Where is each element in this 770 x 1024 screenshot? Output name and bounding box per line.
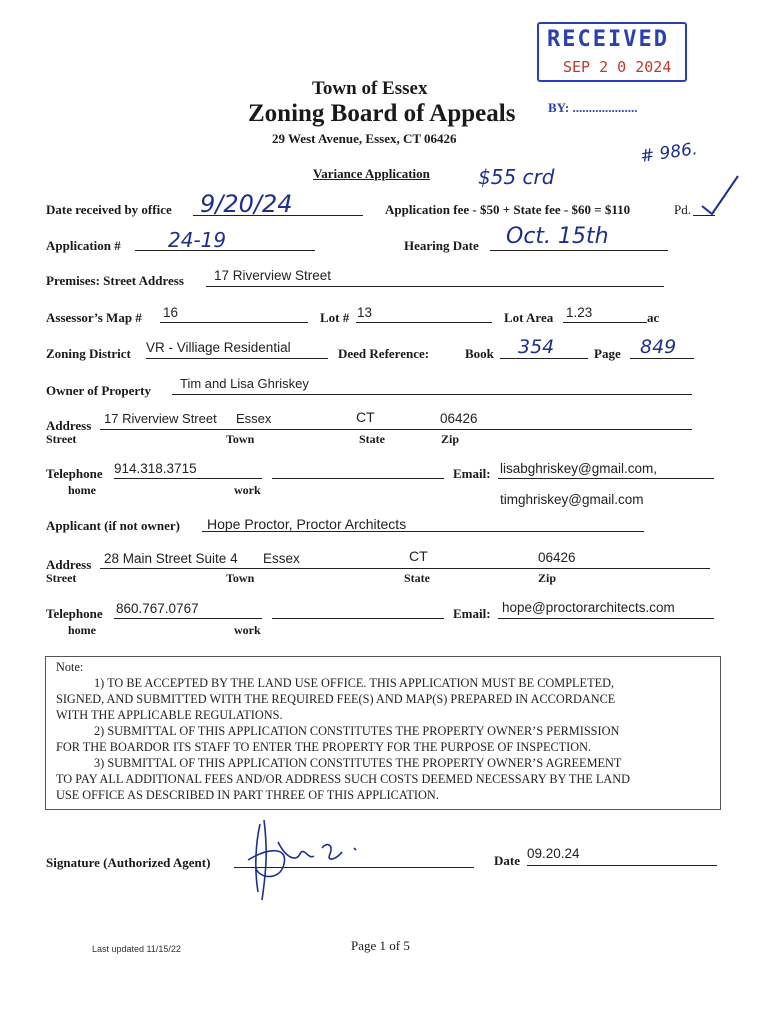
signature-date-label: Date: [494, 853, 520, 868]
page-label: Page: [594, 346, 621, 361]
owner-town-label: Town: [226, 432, 255, 446]
applicant-home-label: home: [68, 623, 96, 637]
owner-state-label: State: [359, 432, 385, 446]
board-address: 29 West Avenue, Essex, CT 06426: [272, 131, 457, 146]
town-title: Town of Essex: [312, 78, 428, 99]
zoning-district-value: VR - Villiage Residential: [146, 340, 291, 355]
owner-street: 17 Riverview Street: [104, 411, 217, 426]
signature-image: [238, 812, 378, 902]
note-line-5: FOR THE BOARDOR ITS STAFF TO ENTER THE PROPERTY FOR THE PURPOSE OF INSPECTION.: [56, 740, 592, 754]
assessor-map-value: 16: [163, 305, 179, 320]
lot-value: 13: [357, 305, 373, 320]
deed-reference-label: Deed Reference:: [338, 346, 430, 361]
owner-address-label: Address: [46, 418, 92, 433]
owner-zip-label: Zip: [441, 432, 460, 446]
note-line-2: SIGNED, AND SUBMITTED WITH THE REQUIRED FEE(S) AND MAP(S) PREPARED IN ACCORDANCE: [56, 692, 616, 706]
owner-zip: 06426: [440, 411, 478, 426]
owner-state: CT: [356, 409, 375, 425]
application-fee-label: Application fee - $50 + State fee - $60 = $110: [385, 202, 631, 217]
book-value: 354: [518, 336, 555, 358]
hearing-date-label: Hearing Date: [404, 238, 479, 253]
stamp-received-text: RECEIVED: [547, 27, 669, 52]
owner-telephone-label: Telephone: [46, 466, 103, 481]
premises-label: Premises: Street Address: [46, 273, 184, 288]
application-number-label: Application #: [46, 238, 121, 253]
zoning-district-label: Zoning District: [46, 346, 131, 361]
note-line-3: WITH THE APPLICABLE REGULATIONS.: [56, 708, 283, 722]
applicant-name: Hope Proctor, Proctor Architects: [207, 516, 407, 532]
page-number: Page 1 of 5: [351, 938, 410, 953]
lot-area-label: Lot Area: [504, 310, 554, 325]
applicant-label: Applicant (if not owner): [46, 518, 180, 533]
owner-work-label: work: [234, 483, 261, 497]
owner-home-label: home: [68, 483, 96, 497]
applicant-state: CT: [409, 548, 428, 564]
board-title: Zoning Board of Appeals: [248, 100, 516, 127]
owner-phone-home: 914.318.3715: [114, 461, 197, 476]
applicant-zip: 06426: [538, 550, 576, 565]
applicant-street: 28 Main Street Suite 4: [104, 551, 238, 566]
owner-name: Tim and Lisa Ghriskey: [180, 376, 309, 391]
book-label: Book: [465, 346, 494, 361]
stamp-date: SEP 2 0 2024: [563, 58, 672, 76]
assessor-map-label: Assessor’s Map #: [46, 310, 142, 325]
applicant-address-label: Address: [46, 557, 92, 572]
note-heading: Note:: [56, 660, 84, 674]
applicant-street-label: Street: [46, 571, 77, 585]
checkmark-icon: [700, 174, 740, 216]
note-line-1: 1) TO BE ACCEPTED BY THE LAND USE OFFICE. THIS APPLICATION MUST BE COMPLETED,: [94, 676, 615, 690]
owner-label: Owner of Property: [46, 383, 151, 398]
stamp-by: BY: ....................: [548, 100, 638, 115]
note-box: [45, 656, 721, 810]
date-received-value: 9/20/24: [200, 190, 293, 218]
applicant-email: hope@proctorarchitects.com: [502, 600, 675, 615]
lot-area-unit: ac: [647, 310, 660, 325]
note-line-8: USE OFFICE AS DESCRIBED IN PART THREE OF THIS APPLICATION.: [56, 788, 439, 802]
signature-date-value: 09.20.24: [527, 846, 580, 861]
application-number-value: 24-19: [168, 228, 227, 252]
owner-town: Essex: [236, 411, 272, 426]
applicant-zip-label: Zip: [538, 571, 557, 585]
owner-email-1: lisabghriskey@gmail.com,: [500, 461, 658, 476]
owner-street-label: Street: [46, 432, 77, 446]
applicant-telephone-label: Telephone: [46, 606, 103, 621]
applicant-town-label: Town: [226, 571, 255, 585]
applicant-state-label: State: [404, 571, 430, 585]
reference-number: # 986.: [638, 139, 699, 167]
note-line-7: TO PAY ALL ADDITIONAL FEES AND/OR ADDRESS SUCH COSTS DEEMED NECESSARY BY THE LAND: [56, 772, 631, 786]
fee-annotation: $55 crd: [478, 165, 555, 189]
signature-label: Signature (Authorized Agent): [46, 855, 211, 870]
applicant-email-label: Email:: [453, 606, 491, 621]
lot-label: Lot #: [320, 310, 350, 325]
fee-paid: Pd.: [674, 202, 691, 217]
hearing-date-value: Oct. 15th: [506, 224, 609, 249]
note-line-4: 2) SUBMITTAL OF THIS APPLICATION CONSTITUTES THE PROPERTY OWNER’S PERMISSION: [94, 724, 620, 738]
applicant-work-label: work: [234, 623, 261, 637]
form-title: Variance Application: [313, 166, 430, 181]
received-stamp: [537, 22, 687, 82]
premises-address: 17 Riverview Street: [214, 268, 332, 283]
note-line-6: 3) SUBMITTAL OF THIS APPLICATION CONSTITUTES THE PROPERTY OWNER’S AGREEMENT: [94, 756, 622, 770]
page-value: 849: [640, 336, 677, 358]
owner-email-label: Email:: [453, 466, 491, 481]
applicant-town: Essex: [263, 551, 300, 566]
applicant-phone-home: 860.767.0767: [116, 601, 199, 616]
last-updated: Last updated 11/15/22: [92, 944, 181, 954]
owner-email-2: timghriskey@gmail.com: [500, 492, 644, 507]
date-received-label: Date received by office: [46, 202, 172, 217]
lot-area-value: 1.23: [566, 305, 593, 320]
